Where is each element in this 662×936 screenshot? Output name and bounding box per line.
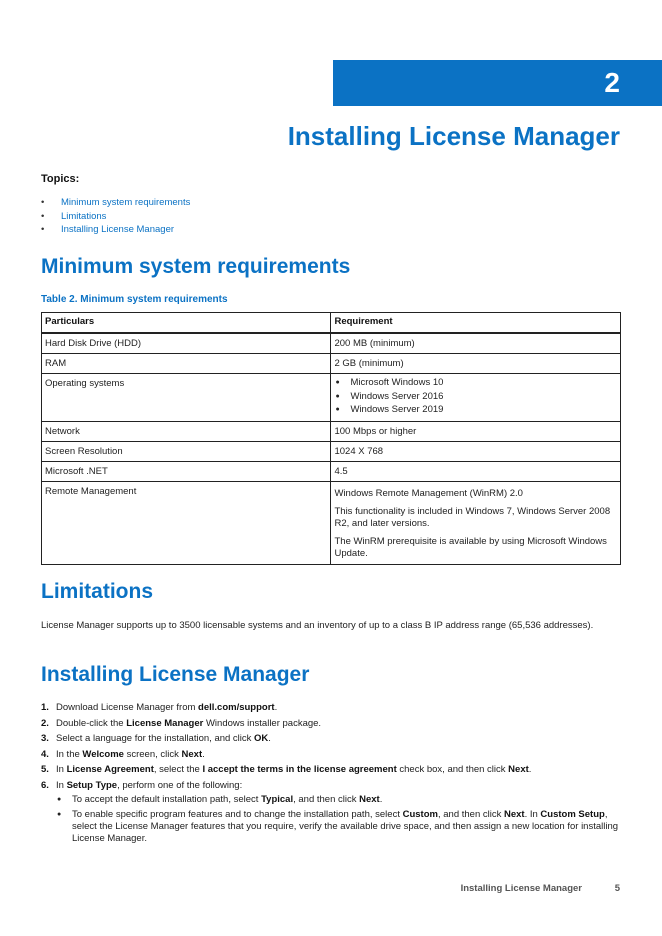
topics-list [41,196,190,237]
text-run: . [202,748,205,760]
text-run: Windows installer package. [203,717,322,729]
topic-item [41,196,190,210]
topic-link-minimum-requirements[interactable]: Minimum system requirements [61,197,191,208]
cell-requirement: 4.5 [331,461,621,481]
topic-link-installing[interactable]: Installing License Manager [61,224,175,235]
step-number: 4. [41,748,49,760]
column-header-requirement: Requirement [331,313,621,334]
text-run: , perform one of the following: [117,779,243,791]
text-run: . [528,764,532,776]
cell-particular: Hard Disk Drive (HDD) [42,333,331,354]
cell-particular: Network [42,421,331,441]
limitations-text: License Manager supports up to 3500 licensable systems and an inventory of up to a class B IP address range (65,536 addresses). [41,620,594,631]
text-run: . [274,702,278,713]
text-run: , and then click [437,808,504,820]
bold-text: Next [181,748,203,760]
chapter-title: Installing License Manager [287,121,620,151]
bold-text: Welcome [82,748,124,760]
section-heading-limitations: Limitations [41,580,154,603]
step-number: 3. [41,733,49,745]
footer-page-number: 5 [614,883,620,894]
requirements-table [41,312,621,565]
bold-text: Setup Type [66,779,118,791]
cell-particular: RAM [42,354,331,374]
text-run: In [56,764,67,776]
text-run: In [56,779,67,791]
os-list [334,376,616,417]
bullet-icon: • [41,224,45,235]
cell-requirement: 100 Mbps or higher [331,421,621,441]
cell-particular: Remote Management [42,481,331,564]
setup-type-options [56,794,621,845]
table-row [42,354,621,374]
install-step [41,762,621,778]
text-run: , select the License Manager features that you require, verify the available drive space, and then assign a new location for installing License Manager. [72,808,619,844]
setup-option [56,794,621,806]
setup-option [56,809,621,845]
requirement-paragraph: The WinRM prerequisite is available by using Microsoft Windows Update. [334,535,607,559]
install-step [41,778,621,845]
install-steps [41,700,621,848]
cell-requirement: 1024 X 768 [331,441,621,461]
text-run: check box, and then click [396,764,509,776]
requirement-paragraph: Windows Remote Management (WinRM) 2.0 [334,487,523,499]
install-step [41,747,621,763]
text-run: To enable specific program features and to change the installation path, select [72,808,403,820]
install-step [41,716,621,732]
footer-chapter-title: Installing License Manager [460,883,582,894]
os-list-item: ● Microsoft Windows 10 [334,376,616,390]
install-step [41,731,621,747]
bold-text: OK [254,733,269,745]
text-run: , and then click [293,793,360,805]
bold-text: Next [508,764,529,776]
install-step [41,700,621,716]
text-run: In the [56,748,83,760]
text-run: To accept the default installation path, select [72,793,262,805]
os-list-item: ● Windows Server 2019 [334,403,616,417]
os-list-item: ● Windows Server 2016 [334,390,616,404]
step-number: 5. [41,764,49,776]
table-row [42,333,621,354]
topic-item [41,210,190,224]
bold-text: License Agreement [66,764,154,776]
cell-particular: Microsoft .NET [42,461,331,481]
topic-item [41,223,190,237]
section-heading-minimum-requirements: Minimum system requirements [41,255,351,278]
text-run: . In [524,808,541,820]
bold-text: License Manager [126,717,204,729]
chapter-number: 2 [604,67,620,98]
table-row [42,461,621,481]
table-row [42,421,621,441]
section-heading-installing: Installing License Manager [41,663,310,686]
bold-text: Custom Setup [540,808,605,820]
text-run: Select a language for the installation, and click [56,733,255,745]
step-number: 1. [41,702,49,713]
bold-text: Typical [261,793,294,805]
bullet-icon: • [41,197,45,208]
text-run: . [268,733,271,745]
requirement-paragraph: This functionality is included in Windows 7, Windows Server 2008 R2, and later versions. [334,505,611,529]
text-run: , select the [153,764,203,776]
text-run: . [379,793,383,805]
bold-text: I accept the terms in the license agreement [202,764,397,776]
table-row [42,374,621,422]
cell-requirement: 2 GB (minimum) [331,354,621,374]
table-row [42,481,621,564]
step-number: 6. [41,779,49,791]
cell-requirement [331,481,621,564]
bold-text: Next [359,793,380,805]
column-header-particulars: Particulars [42,313,331,334]
bullet-icon: • [41,210,45,222]
text-run: Download License Manager from [56,702,199,713]
chapter-number-banner [333,60,662,106]
topic-link-limitations[interactable]: Limitations [61,210,107,222]
table-caption: Table 2. Minimum system requirements [41,294,228,305]
cell-requirement: 200 MB (minimum) [331,333,621,354]
text-run: Double-click the [56,717,127,729]
table-header-row [42,313,621,334]
table-row [42,441,621,461]
bold-text: dell.com/support [198,702,275,713]
cell-requirement [331,374,621,422]
step-number: 2. [41,717,49,729]
cell-particular: Screen Resolution [42,441,331,461]
bold-text: Custom [402,808,438,820]
text-run: screen, click [123,748,182,760]
bold-text: Next [503,808,525,820]
cell-particular: Operating systems [42,374,331,422]
topics-label: Topics: [41,173,80,185]
